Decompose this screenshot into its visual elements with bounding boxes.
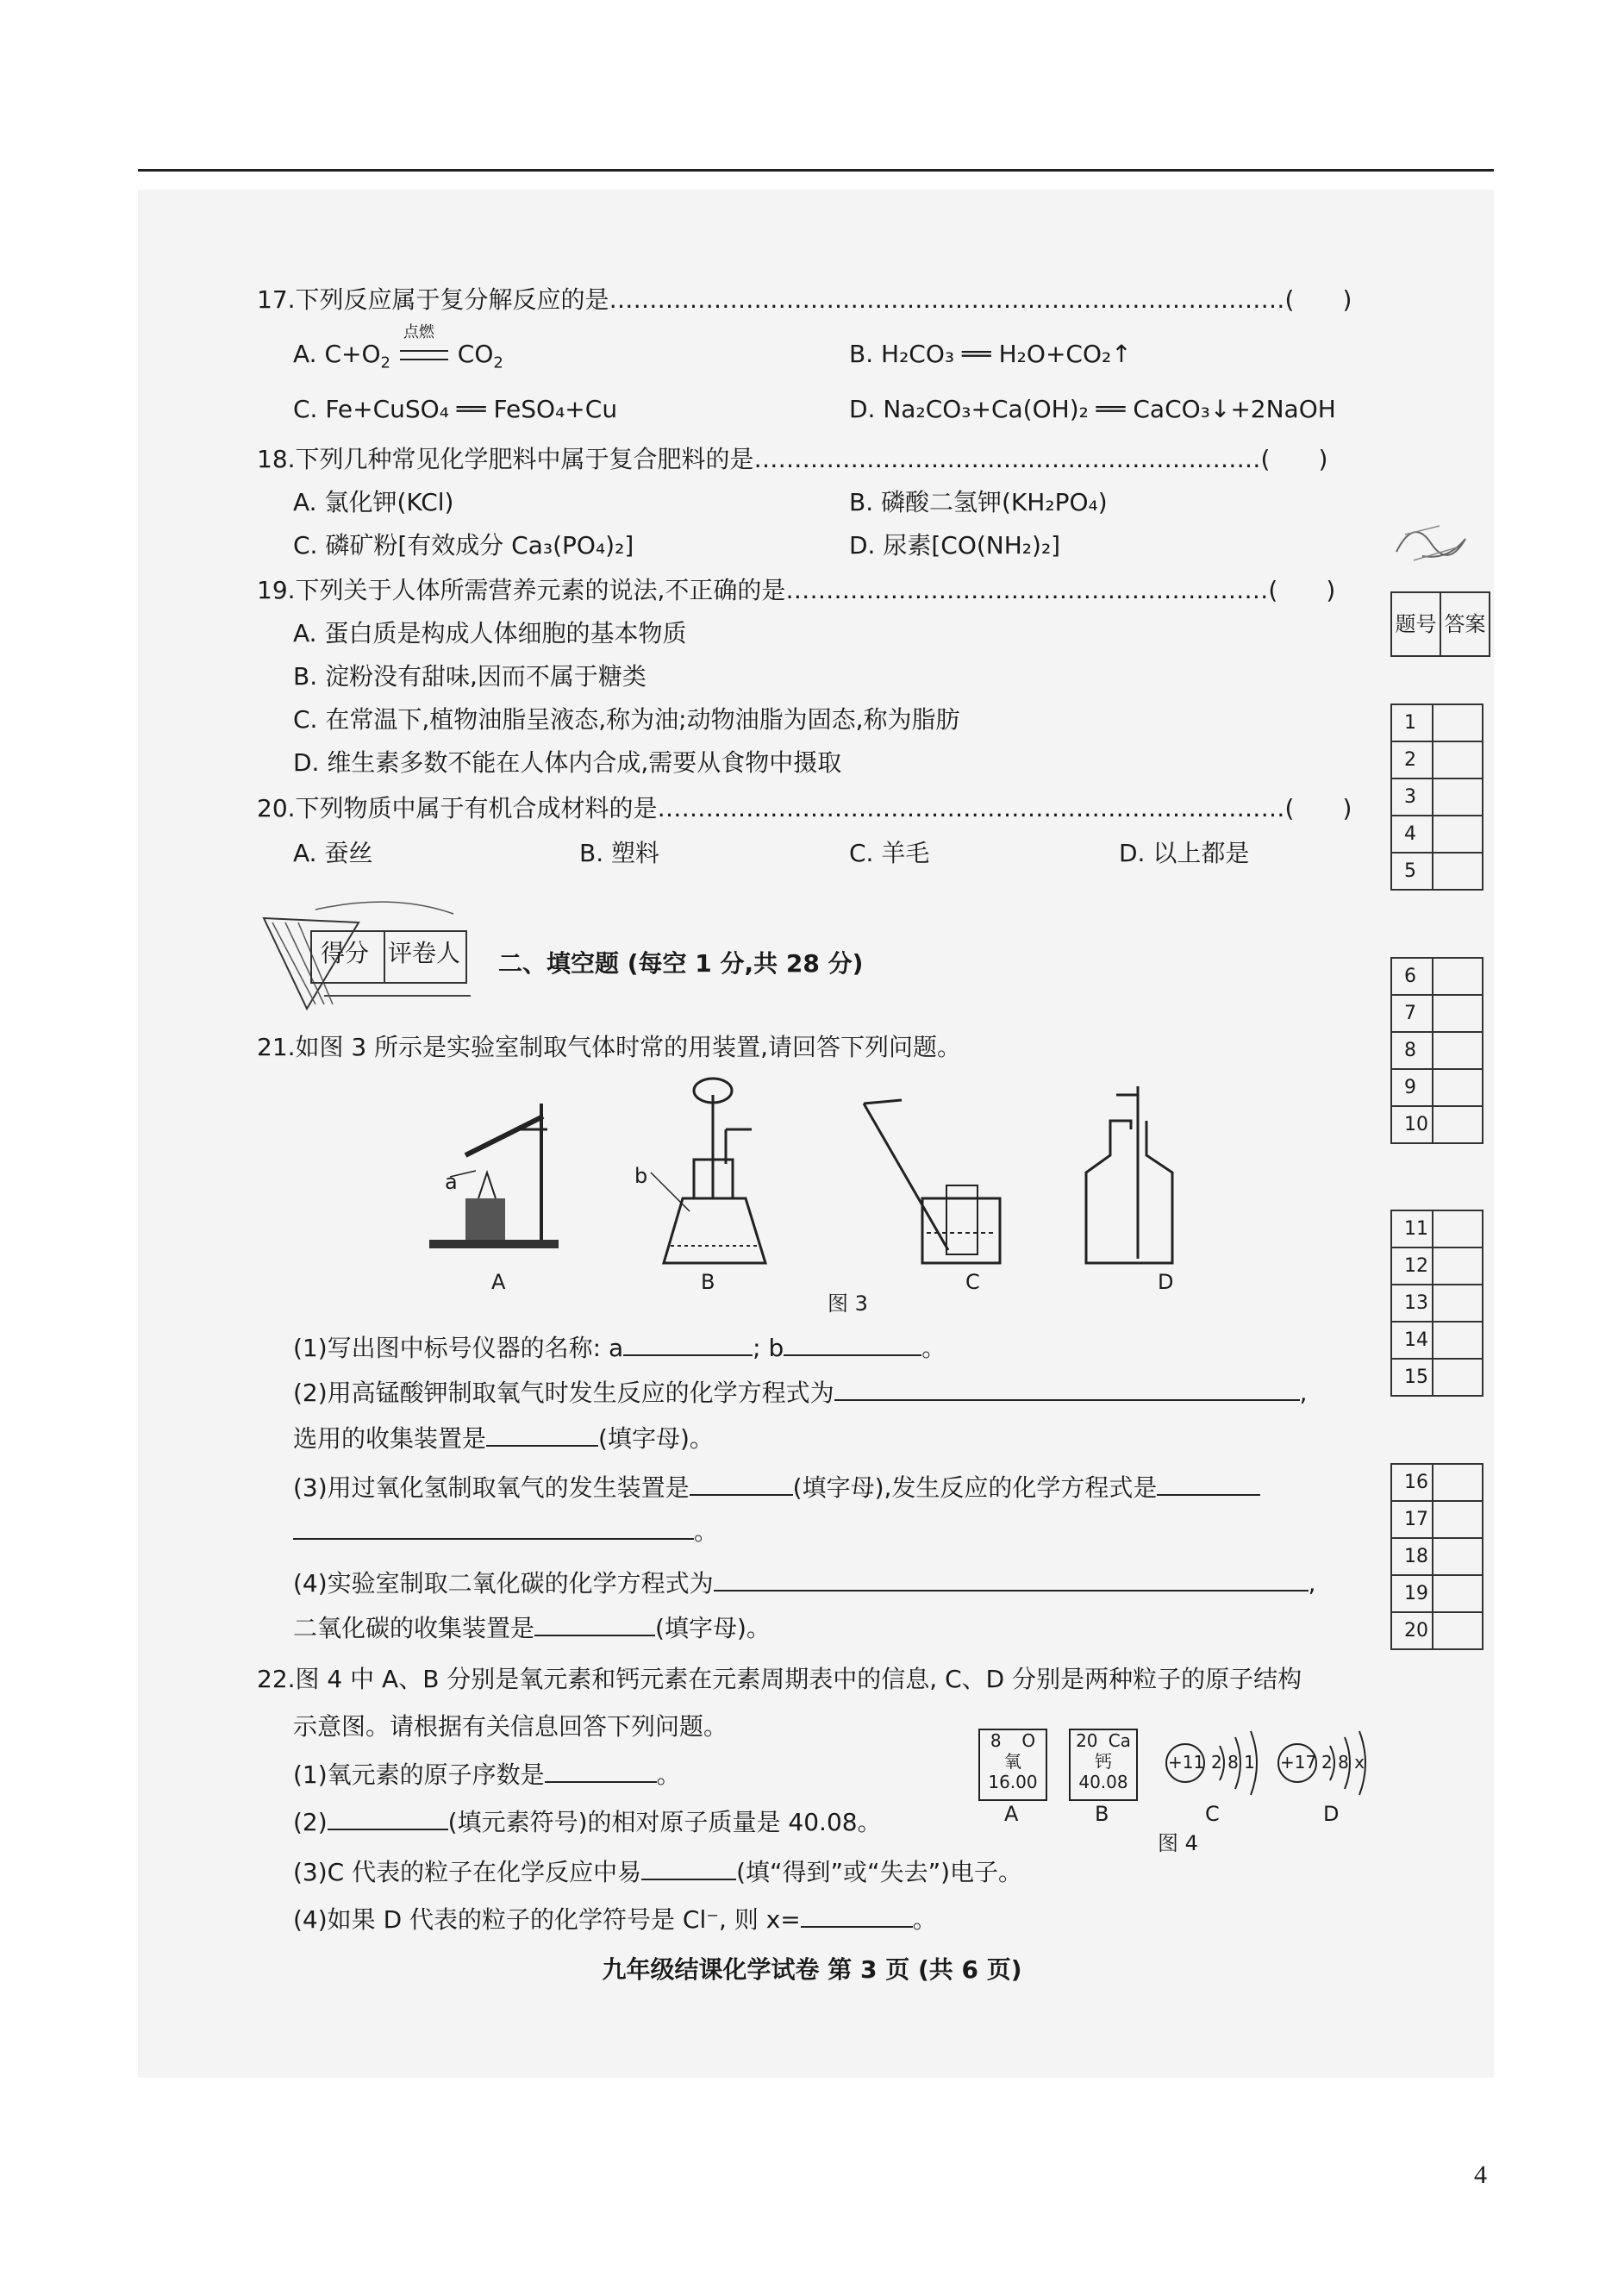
fig3-label-b: B [701, 1270, 715, 1294]
answer-cell[interactable] [1433, 1032, 1483, 1069]
q21-part3: (3)用过氧化氢制取氧气的发生装置是 (填字母),发生反应的化学方程式是 [293, 1472, 1260, 1504]
answer-cell[interactable] [1433, 1575, 1483, 1612]
q20-option-d: D. 以上都是 [1119, 839, 1250, 867]
qnum: 11 [1391, 1210, 1433, 1248]
q18-option-c: C. 磷矿粉[有效成分 Ca₃(PO₄)₂] [293, 531, 634, 560]
blank-gain-lose[interactable] [641, 1856, 736, 1880]
answer-cell[interactable] [1433, 816, 1483, 853]
blank-h2o2-apparatus[interactable] [690, 1472, 793, 1496]
q17-option-a: A. $C+O_2$ 点燃 $CO_2$ [293, 323, 503, 372]
q18-option-b: B. 磷酸二氢钾(KH₂PO₄) [849, 488, 1108, 516]
q18-stem: 18.下列几种常见化学肥料中属于复合肥料的是………………………………………………………( ) [257, 445, 1328, 473]
qnum: 20 [1391, 1612, 1433, 1649]
q19-option-d: D. 维生素多数不能在人体内合成,需要从食物中摄取 [293, 748, 842, 777]
q21-part3b: 。 [293, 1516, 718, 1548]
atom-c-core: +11 [1168, 1752, 1205, 1773]
answer-cell[interactable] [1433, 1210, 1483, 1248]
qnum: 15 [1391, 1359, 1433, 1396]
answer-cell[interactable] [1433, 741, 1483, 779]
fig3-caption: 图 3 [828, 1291, 868, 1316]
answer-cell[interactable] [1433, 1501, 1483, 1538]
q19-option-b: B. 淀粉没有甜味,因而不属于糖类 [293, 662, 646, 691]
q18-option-d: D. 尿素[CO(NH₂)₂] [849, 531, 1061, 560]
page-footer: 九年级结课化学试卷 第 3 页 (共 6 页) [602, 1955, 1022, 1984]
fig4-label-c: C [1205, 1802, 1220, 1826]
answer-cell[interactable] [1433, 995, 1483, 1032]
answer-cell[interactable] [1433, 958, 1483, 995]
blank-kmno4-equation[interactable] [834, 1377, 1300, 1401]
q19-option-c: C. 在常温下,植物油脂呈液态,称为油;动物油脂为固态,称为脂肪 [293, 705, 960, 734]
q20-option-c: C. 羊毛 [849, 839, 930, 867]
answer-cell[interactable] [1433, 1248, 1483, 1285]
q19-option-a: A. 蛋白质是构成人体细胞的基本物质 [293, 619, 687, 647]
q21-part2b: 选用的收集装置是 (填字母)。 [293, 1424, 714, 1453]
answer-cell[interactable] [1433, 1069, 1483, 1106]
q17-option-b: B. H₂CO₃ ══ H₂O+CO₂↑ [849, 340, 1132, 368]
blank-o2-collect[interactable] [486, 1423, 598, 1447]
answer-cell[interactable] [1433, 1285, 1483, 1322]
blank-element-symbol[interactable] [328, 1806, 448, 1830]
header-answer: 答案 [1440, 592, 1490, 656]
qnum: 1 [1391, 704, 1433, 741]
reviewer-label: 评卷人 [388, 939, 461, 967]
blank-a[interactable] [623, 1332, 753, 1356]
answer-cell[interactable] [1433, 1612, 1483, 1649]
fig3-label-a: A [491, 1270, 506, 1294]
q21-part4b: 二氧化碳的收集装置是 (填字母)。 [293, 1614, 771, 1642]
answer-cell[interactable] [1433, 779, 1483, 816]
q21-stem: 21.如图 3 所示是实验室制取气体时常的用装置,请回答下列问题。 [257, 1033, 962, 1061]
qnum: 12 [1391, 1248, 1433, 1285]
qnum: 17 [1391, 1501, 1433, 1538]
qnum: 9 [1391, 1069, 1433, 1106]
score-label: 得分 [321, 939, 370, 967]
margin-scribble [1388, 509, 1483, 569]
blank-x-value[interactable] [801, 1904, 913, 1928]
q22-stem-2: 示意图。请根据有关信息回答下列问题。 [293, 1712, 728, 1741]
answer-grid-16-20 [1390, 1463, 1483, 1650]
page-number: 4 [1474, 2161, 1487, 2189]
q21-part2: (2)用高锰酸钾制取氧气时发生反应的化学方程式为 , [293, 1379, 1308, 1407]
q20-stem: 20.下列物质中属于有机合成材料的是……………………………………………………………………( ) [257, 794, 1352, 822]
qnum: 10 [1391, 1106, 1433, 1143]
top-rule [138, 169, 1494, 172]
qnum: 3 [1391, 779, 1433, 816]
answer-cell[interactable] [1433, 1106, 1483, 1143]
fig4-label-d: D [1323, 1802, 1340, 1826]
q22-part1: (1)氧元素的原子序数是 。 [293, 1760, 681, 1789]
fig4-label-a: A [1004, 1802, 1019, 1826]
q22-part4: (4)如果 D 代表的粒子的化学符号是 Cl⁻, 则 x= 。 [293, 1905, 937, 1934]
fig4-label-b: B [1095, 1802, 1109, 1826]
answer-cell[interactable] [1433, 1538, 1483, 1575]
section2-title: 二、填空题 (每空 1 分,共 28 分) [498, 949, 864, 978]
answer-grid-1-5 [1390, 704, 1483, 891]
answer-grid-6-10 [1390, 957, 1483, 1144]
q19-stem: 19.下列关于人体所需营养元素的说法,不正确的是……………………………………………………( ) [257, 576, 1336, 604]
qnum: 19 [1391, 1575, 1433, 1612]
blank-co2-collect[interactable] [534, 1612, 655, 1636]
answer-cell[interactable] [1433, 853, 1483, 890]
blank-h2o2-equation-cont[interactable] [293, 1516, 694, 1540]
element-cell-ca: 20 Ca 钙 40.08 [1069, 1729, 1138, 1801]
qnum: 8 [1391, 1032, 1433, 1069]
answer-cell[interactable] [1433, 704, 1483, 741]
q22-part2: (2) (填元素符号)的相对原子质量是 40.08。 [293, 1808, 882, 1836]
atom-d-shells: 2 8 x [1321, 1752, 1365, 1773]
fig3-label-d: D [1158, 1270, 1174, 1294]
q21-part1: (1)写出图中标号仪器的名称: a ; b 。 [293, 1334, 946, 1362]
atom-c-shells: 2 8 1 [1211, 1752, 1255, 1773]
qnum: 14 [1391, 1322, 1433, 1359]
q22-part3: (3)C 代表的粒子在化学反应中易 (填“得到”或“失去”)电子。 [293, 1858, 1022, 1886]
q21-part4: (4)实验室制取二氧化碳的化学方程式为 , [293, 1569, 1316, 1598]
q22-stem-1: 22.图 4 中 A、B 分别是氧元素和钙元素在元素周期表中的信息, C、D 分别是两种粒子的原子结构 [257, 1665, 1302, 1693]
reaction-condition: 点燃 [398, 339, 450, 370]
q20-option-a: A. 蚕丝 [293, 839, 373, 867]
blank-b[interactable] [784, 1332, 921, 1356]
q18-option-a: A. 氯化钾(KCl) [293, 488, 454, 516]
answer-grid-header [1390, 591, 1490, 657]
label-b: b [634, 1164, 648, 1188]
q20-option-b: B. 塑料 [579, 839, 660, 867]
blank-co2-equation[interactable] [714, 1567, 1309, 1591]
qnum: 18 [1391, 1538, 1433, 1575]
figure-3-apparatus [414, 1069, 1241, 1276]
label-a: a [445, 1170, 458, 1194]
fig4-caption: 图 4 [1158, 1831, 1198, 1855]
blank-h2o2-equation[interactable] [1157, 1472, 1260, 1496]
fig3-label-c: C [965, 1270, 980, 1294]
qnum: 2 [1391, 741, 1433, 779]
qnum: 6 [1391, 958, 1433, 995]
q17-stem: 17.下列反应属于复分解反应的是…………………………………………………………………………( ) [257, 285, 1352, 314]
qnum: 16 [1391, 1464, 1433, 1501]
answer-grid-11-15 [1390, 1210, 1483, 1397]
header-question-number: 题号 [1391, 592, 1440, 656]
atom-d-core: +17 [1280, 1752, 1317, 1773]
answer-cell[interactable] [1433, 1464, 1483, 1501]
qnum: 4 [1391, 816, 1433, 853]
qnum: 7 [1391, 995, 1433, 1032]
qnum: 13 [1391, 1285, 1433, 1322]
qnum: 5 [1391, 853, 1433, 890]
q17-option-c: C. Fe+CuSO₄ ══ FeSO₄+Cu [293, 395, 618, 423]
answer-cell[interactable] [1433, 1322, 1483, 1359]
q17-option-d: D. Na₂CO₃+Ca(OH)₂ ══ CaCO₃↓+2NaOH [849, 395, 1336, 423]
element-cell-o: 8 O 氧 16.00 [978, 1729, 1047, 1801]
answer-cell[interactable] [1433, 1359, 1483, 1396]
blank-o-atomic-number[interactable] [545, 1759, 657, 1783]
